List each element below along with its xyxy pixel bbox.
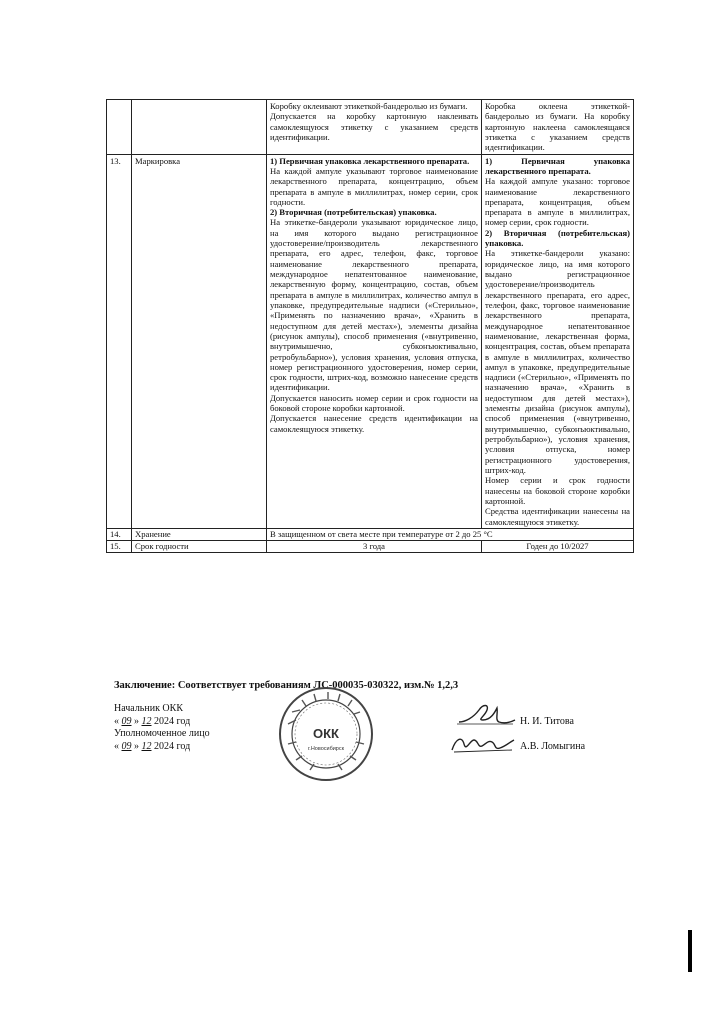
requirement-text: Допускается на коробку картонную наклеивать самоклеящуюся этикетку с указанием средств идентификации. <box>270 111 478 142</box>
actual-heading: 1) Первичная упаковка лекарственного препарата. <box>485 155 630 176</box>
authorized-date <box>114 741 190 752</box>
table-row <box>107 154 634 528</box>
stamp-center-text: ОКК <box>313 726 339 741</box>
actual-text: Коробка оклеена этикеткой-бандеролью из бумаги. На коробку картонную наклеена самоклеящаяся этикетка с указанием средств идентификации. <box>485 101 630 153</box>
okk-stamp <box>276 684 376 784</box>
date-day: 09 <box>121 716 132 727</box>
authorized-title: Уполномоченное лицо <box>114 728 210 739</box>
actual-cell <box>482 100 634 155</box>
stamp-city: г.Новосибирск <box>307 746 345 752</box>
requirement-text: На этикетке-бандероли указывают юридическое лицо, на имя которого выдано регистрационное удостоверение/производитель лекарственного препарата, его адрес, телефон, факс, торговое наименование лекарственного препарата, международное непатентованное наименование, лекарственную форму, концентрацию, состав, объем препарата в ампуле в миллилитрах, количество ампул в упаковке, предупредительные надписи («Стерильно», «Применять по назначению врача», «Хранить в недоступном для детей местах»), элементы дизайна (рисунок ампулы), способ применения («внутривенно, внутримышечно, субконъюктивально, ретробульбарно»), условия хранения, условия отпуска, номер регистрационного удостоверения, номер серии, срок годности, штрих-код, возможно нанесение средств идентификации. <box>270 217 478 393</box>
date-quote: » <box>134 741 139 752</box>
head-date <box>114 716 190 727</box>
spec-table <box>106 99 634 553</box>
stamp-graphic <box>276 684 376 784</box>
requirement-cell <box>267 100 482 155</box>
date-day: 09 <box>121 741 132 752</box>
date-year: 2024 год <box>154 741 191 752</box>
requirement-text: Допускается нанесение средств идентификации на самоклеящуюся этикетку. <box>270 413 478 434</box>
date-year: 2024 год <box>154 716 191 727</box>
requirement-heading: 1) Первичная упаковка лекарственного препарата. <box>270 155 470 166</box>
date-month: 12 <box>141 716 152 727</box>
row-name: Хранение <box>132 528 267 540</box>
row-name: Маркировка <box>132 154 267 528</box>
actual-text: На этикетке-бандероли указано: юридическое лицо, на имя которого выдано регистрационное удостоверение/производитель лекарственного препарата, его адрес, телефон, факс, торговое наименование лекарственного препарата, международное непатентованное наименование, лекарственная форма, концентрация, состав, объем препарата в ампуле в миллилитрах, количество ампул в упаковке, предупредительные надписи («Стерильно», «Применять по назначению врача», «Хранить в недоступном для детей местах»), элементы дизайна (рисунок ампулы), способ применения («внутривенно, внутримышечно, субконъюктивально, ретробульбарно»), условия хранения, условия отпуска, номер регистрационного удостоверения, штрих-код. <box>485 248 630 475</box>
shelf-life-actual: Годен до 10/2027 <box>482 540 634 552</box>
row-name: Срок годности <box>132 540 267 552</box>
row-number: 14. <box>107 528 132 540</box>
requirement-cell <box>267 154 482 528</box>
actual-text: Средства идентификации нанесены на самоклеящуюся этикетку. <box>485 506 630 527</box>
row-number-cell <box>107 100 132 155</box>
scan-mark <box>688 930 692 972</box>
date-quote: « <box>114 741 119 752</box>
table-row <box>107 100 634 155</box>
actual-text: Номер серии и срок годности нанесены на боковой стороне коробки картонной. <box>485 475 630 506</box>
head-title: Начальник ОКК <box>114 703 183 714</box>
storage-value: В защищенном от света месте при температуре от 2 до 25 °С <box>267 528 634 540</box>
row-name-cell <box>132 100 267 155</box>
row-number: 15. <box>107 540 132 552</box>
row-number: 13. <box>107 154 132 528</box>
authorized-signature <box>448 732 518 756</box>
actual-text: На каждой ампуле указано: торговое наименование лекарственного препарата, концентрация, объем препарата в ампуле в миллилитрах, номер серии, срок годности. <box>485 176 630 228</box>
requirement-heading: 2) Вторичная (потребительская) упаковка. <box>270 207 437 218</box>
date-quote: « <box>114 716 119 727</box>
requirement-text: Допускается наносить номер серии и срок годности на боковой стороне коробки картонной. <box>270 392 478 414</box>
table-row <box>107 528 634 540</box>
head-name: Н. И. Титова <box>520 716 574 727</box>
table-row <box>107 540 634 552</box>
shelf-life-requirement: 3 года <box>267 540 482 552</box>
actual-cell <box>482 154 634 528</box>
authorized-name: А.В. Ломыгина <box>520 741 586 752</box>
head-signature <box>455 700 517 726</box>
actual-heading: 2) Вторичная (потребительская) упаковка. <box>485 227 630 249</box>
conclusion: Заключение: Соответствует требованиям ЛС-000035-030322, изм.№ 1,2,3 <box>114 680 459 691</box>
requirement-text: Коробку оклеивают этикеткой-бандеролью из бумаги. <box>270 101 468 111</box>
date-quote: » <box>134 716 139 727</box>
requirement-text: На каждой ампуле указывают торговое наименование лекарственного препарата, концентрацию, объем препарата в ампуле в миллилитрах, номер серии, срок годности. <box>270 165 478 207</box>
date-month: 12 <box>141 741 152 752</box>
